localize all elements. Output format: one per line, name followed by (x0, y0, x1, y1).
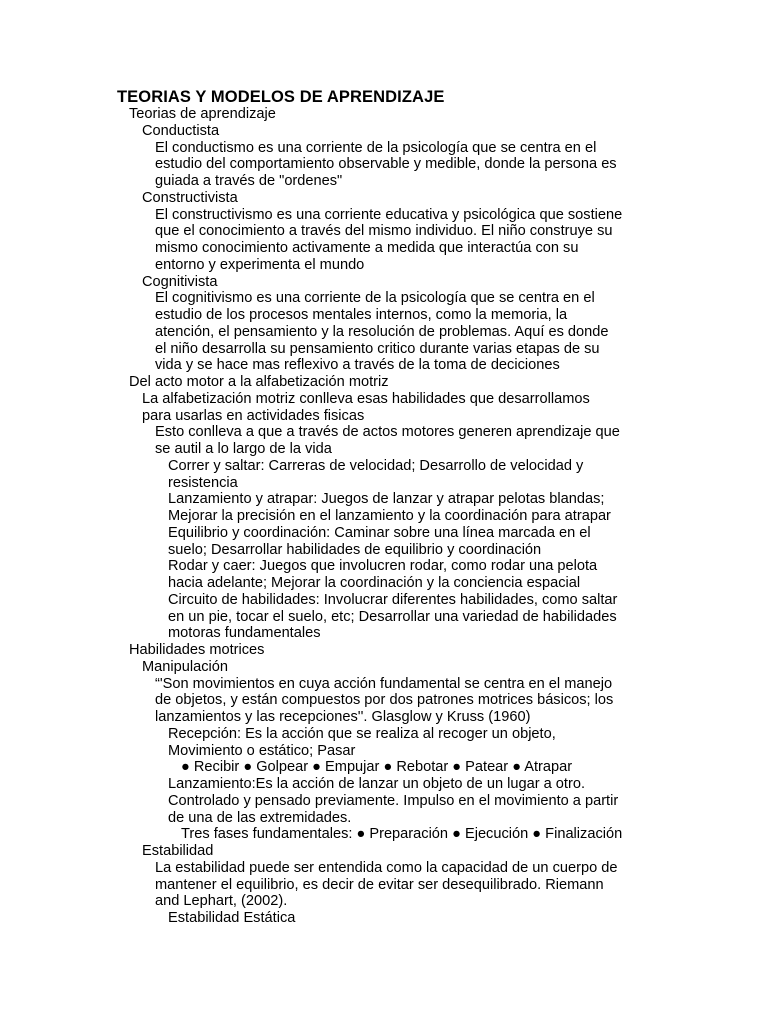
subheading-estabilidad-estatica: Estabilidad Estática (168, 910, 296, 926)
text-line: estudio de los procesos mentales internos, como la memoria, la (155, 307, 568, 323)
text-line: el niño desarrolla su pensamiento critico durante varias etapas de su (155, 340, 600, 357)
text-line: Lanzamiento y atrapar: Juegos de lanzar y atrapar pelotas blandas; (168, 491, 605, 508)
text-line: lanzamientos y las recepciones''. Glasglow y Kruss (1960) (155, 709, 531, 725)
text-line: La alfabetización motriz conlleva esas habilidades que desarrollamos (142, 390, 590, 407)
text-line: entorno y experimenta el mundo (155, 256, 365, 273)
text-line: de objetos, y están compuestos por dos patrones motrices básicos; los (155, 692, 614, 709)
text-line: vida y se hace mas reflexivo a través de la toma de deciciones (155, 357, 560, 374)
text-line: se autil a lo largo de la vida (155, 441, 332, 457)
bullet-list-line: Tres fases fundamentales: ● Preparación ● Ejecución ● Finalización (181, 826, 623, 843)
text-line: resistencia (168, 474, 238, 491)
text-line: mantener el equilibrio, es decir de evitar ser desequilibrado. Riemann (155, 876, 604, 893)
subheading-conductista: Conductista (142, 122, 220, 139)
heading-habilidades-motrices: Habilidades motrices (129, 642, 265, 658)
text-line: Controlado y pensado previamente. Impulso en el movimiento a partir (168, 792, 619, 809)
text-line: Mejorar la precisión en el lanzamiento y la coordinación para atrapar (168, 508, 611, 524)
outline-body (0, 106, 768, 927)
text-line: El conductismo es una corriente de la psicología que se centra en el (155, 139, 597, 156)
text-line: atención, el pensamiento y la resolución de problemas. Aquí es donde (155, 323, 609, 340)
text-line: estudio del comportamiento observable y medible, donde la persona es (155, 156, 617, 173)
text-line: de una de las extremidades. (168, 809, 352, 826)
subheading-cognitivista: Cognitivista (142, 273, 218, 290)
text-line: Circuito de habilidades: Involucrar diferentes habilidades, como saltar (168, 591, 618, 608)
text-line: Rodar y caer: Juegos que involucren rodar, como rodar una pelota (168, 558, 598, 575)
text-line: Equilibrio y coordinación: Caminar sobre una línea marcada en el (168, 524, 591, 541)
text-line: en un pie, tocar el suelo, etc; Desarrollar una variedad de habilidades (168, 608, 617, 625)
text-line: “'Son movimientos en cuya acción fundamental se centra en el manejo (155, 675, 613, 692)
text-line: and Lephart, (2002). (155, 893, 288, 910)
text-line: motoras fundamentales (168, 625, 321, 642)
text-line: hacia adelante; Mejorar la coordinación y la conciencia espacial (168, 575, 581, 591)
subheading-estabilidad: Estabilidad (142, 843, 214, 859)
text-line: Correr y saltar: Carreras de velocidad; Desarrollo de velocidad y (168, 457, 584, 474)
text-line: Lanzamiento:Es la acción de lanzar un objeto de un lugar a otro. (168, 776, 586, 792)
heading-acto-motor: Del acto motor a la alfabetización motriz (129, 374, 389, 390)
subheading-manipulacion: Manipulación (142, 658, 228, 675)
subheading-constructivista: Constructivista (142, 189, 238, 206)
text-line: Recepción: Es la acción que se realiza al recoger un objeto, (168, 725, 556, 742)
text-line: mismo conocimiento activamente a medida que interactúa con su (155, 240, 579, 256)
text-line: para usarlas en actividades fisicas (142, 407, 365, 424)
text-line: que el conocimiento a través del mismo individuo. El niño construye su (155, 223, 613, 240)
bullet-list-line: ● Recibir ● Golpear ● Empujar ● Rebotar ● Patear ● Atrapar (181, 759, 573, 776)
text-line: guiada a través de "ordenes" (155, 173, 343, 189)
text-line: El constructivismo es una corriente educativa y psicológica que sostiene (155, 206, 623, 223)
text-line: Esto conlleva a que a través de actos motores generen aprendizaje que (155, 424, 620, 441)
heading-teorias-de-aprendizaje: Teorias de aprendizaje (129, 106, 276, 122)
text-line: La estabilidad puede ser entendida como la capacidad de un cuerpo de (155, 859, 618, 876)
text-line: suelo; Desarrollar habilidades de equilibrio y coordinación (168, 541, 542, 558)
text-line: Movimiento o estático; Pasar (168, 742, 356, 759)
text-line: El cognitivismo es una corriente de la psicología que se centra en el (155, 290, 595, 307)
document-title: TEORIAS Y MODELOS DE APRENDIZAJE (117, 88, 445, 106)
